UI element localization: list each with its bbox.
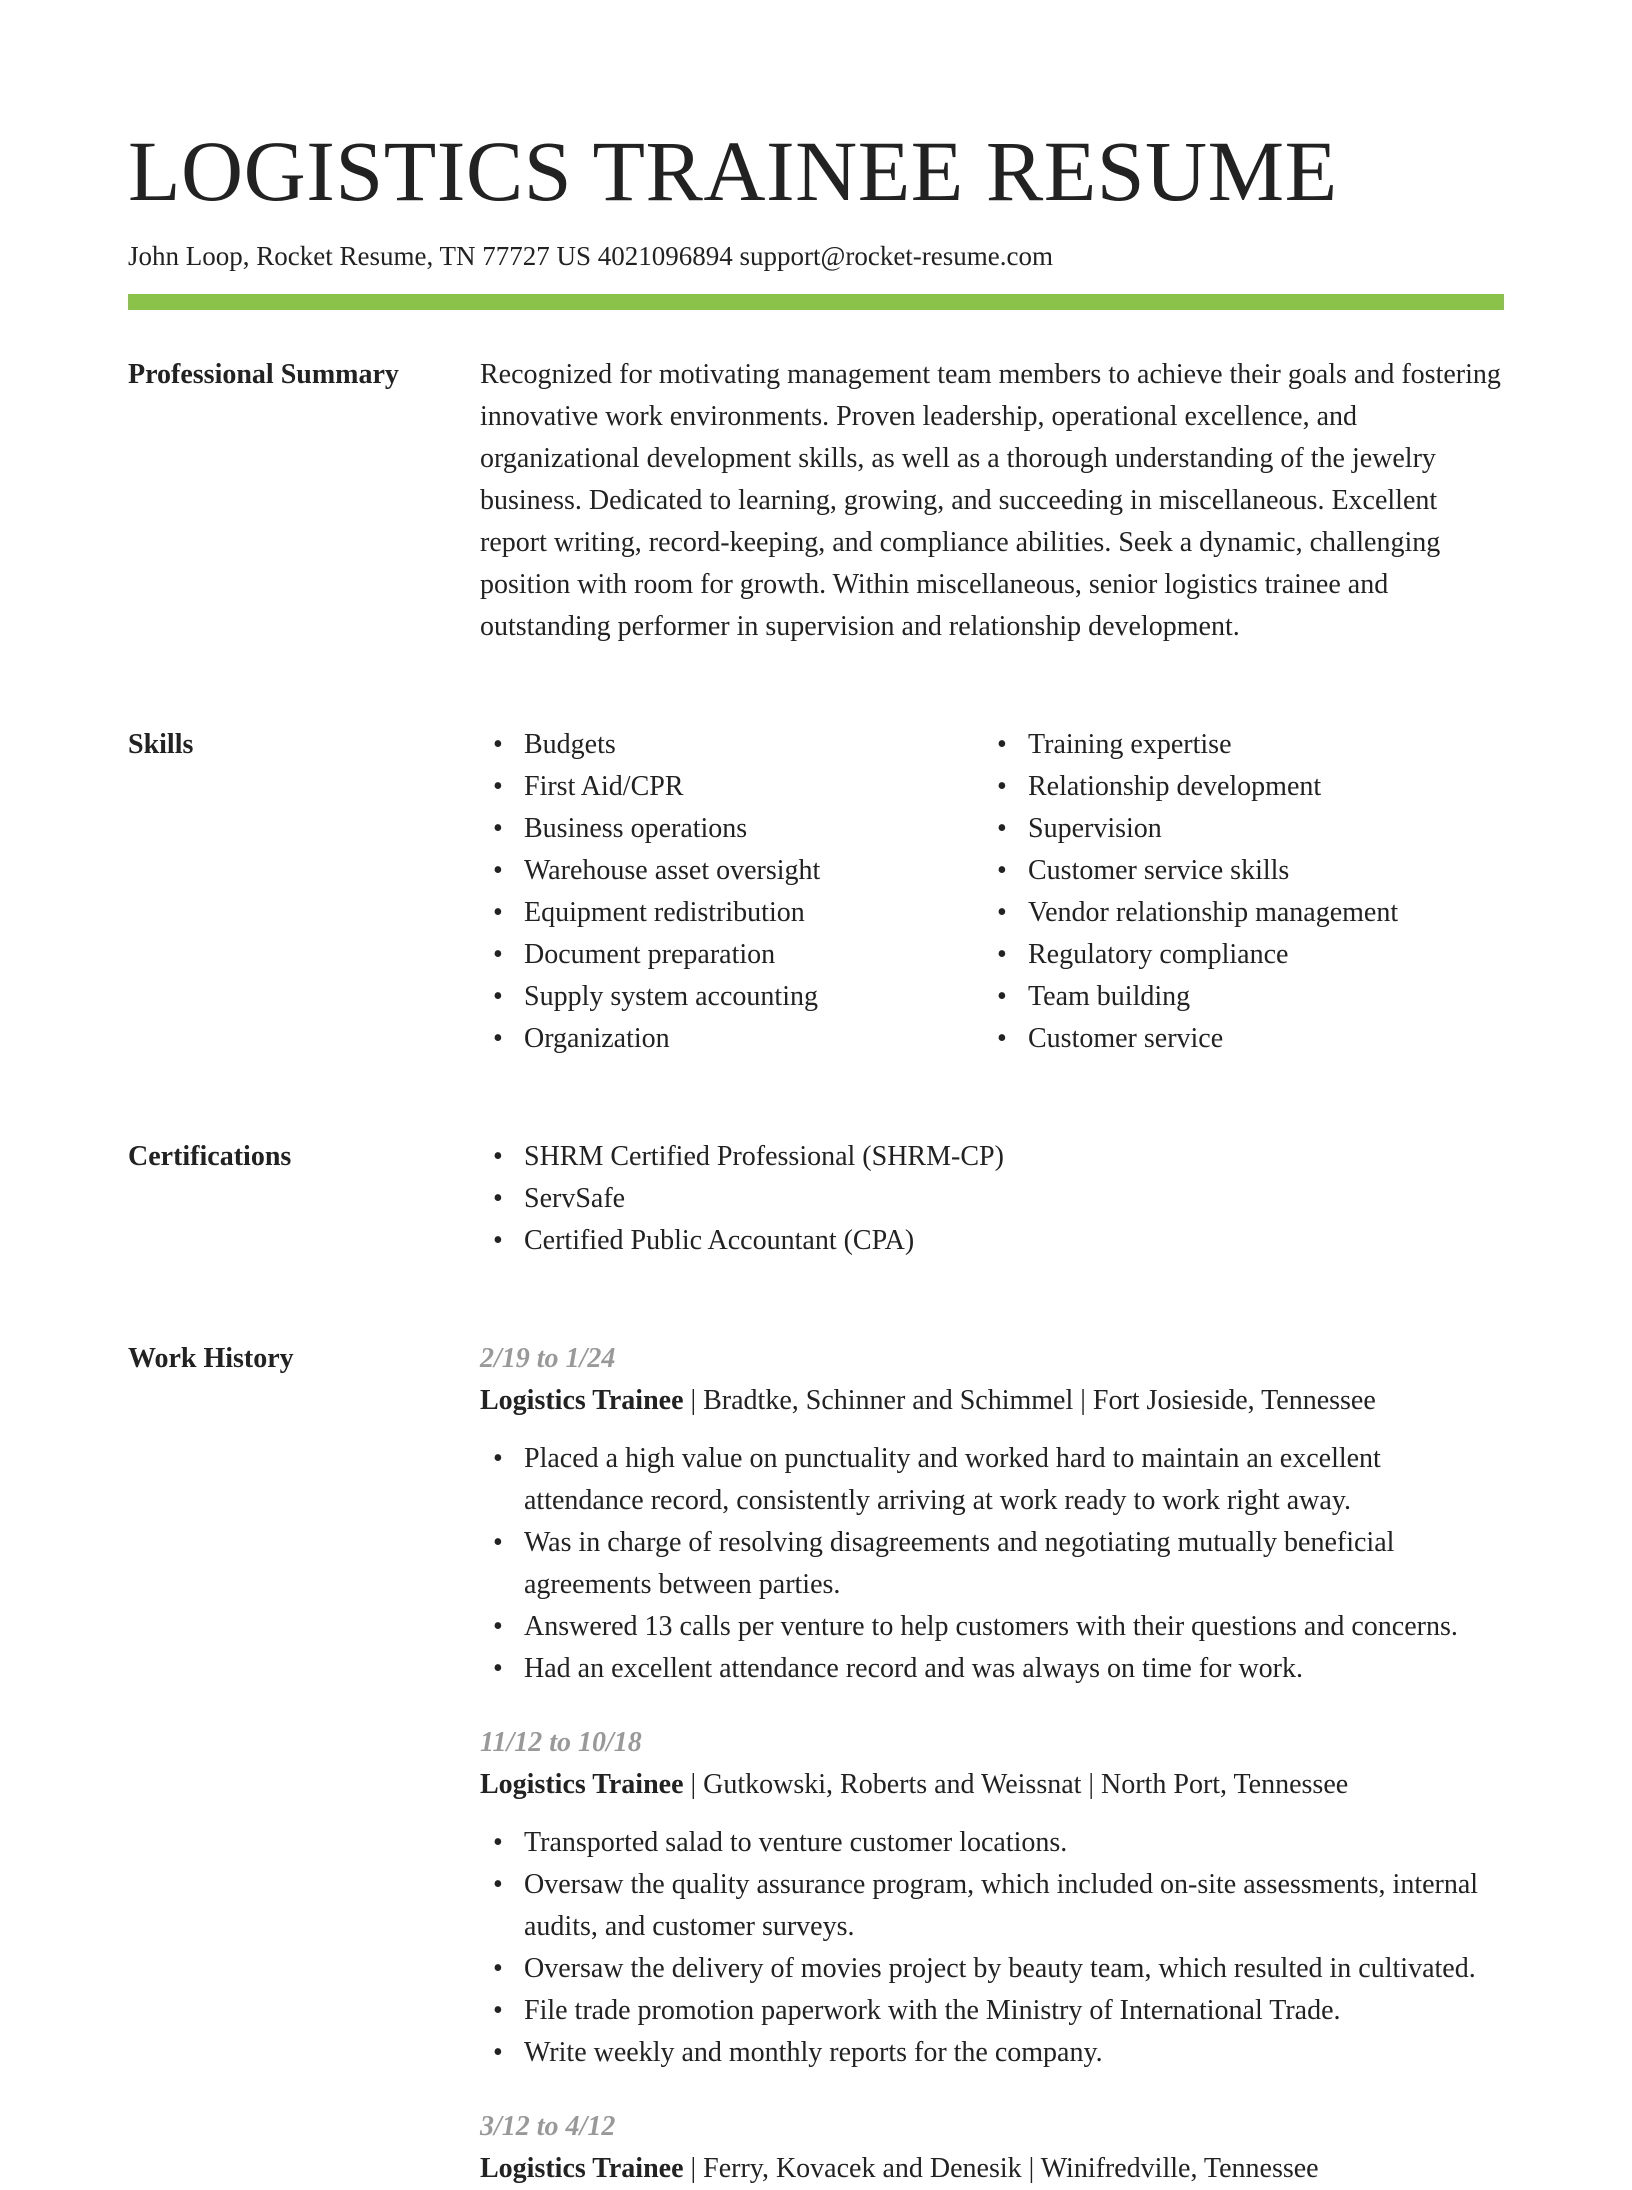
job-title: Logistics Trainee [480,2153,684,2185]
skill-item: • Supply system accounting [480,976,984,1018]
skill-item: • Vendor relationship management [984,892,1488,934]
section-label: Skills [128,729,194,761]
job-entry [480,1722,1504,2074]
skill-item: • Organization [480,1018,984,1060]
certification-item: • Certified Public Accountant (CPA) [480,1220,1504,1262]
job-heading [480,2148,1504,2190]
certification-item: • ServSafe [480,1178,1504,1220]
job-title: Logistics Trainee [480,1385,684,1417]
contact-line: John Loop, Rocket Resume, TN 77727 US 4021096894 support@rocket-resume.com [128,241,1054,271]
work-history-section [128,1338,1504,2190]
job-heading [480,1380,1504,1422]
job-dates: 11/12 to 10/18 [480,1727,642,1759]
certification-item: • SHRM Certified Professional (SHRM-CP) [480,1136,1504,1178]
job-details: | Ferry, Kovacek and Denesik | Winifredville, Tennessee [683,2153,1319,2185]
job-details: | Gutkowski, Roberts and Weissnat | North Port, Tennessee [683,1769,1349,1801]
job-details: | Bradtke, Schinner and Schimmel | Fort Josieside, Tennessee [683,1385,1376,1417]
job-bullet: • Answered 13 calls per venture to help customers with their questions and concerns. [480,1606,1504,1648]
skills-columns [480,724,1504,1060]
job-bullets [480,1438,1504,1690]
resume-title: LOGISTICS TRAINEE RESUME [128,123,1338,219]
job-bullet: • Oversaw the delivery of movies project by beauty team, which resulted in cultivated. [480,1948,1504,1990]
job-title: Logistics Trainee [480,1769,684,1801]
section-label: Professional Summary [128,359,399,391]
skill-item: • Relationship development [984,766,1488,808]
summary-text: Recognized for motivating management team members to achieve their goals and fostering innovative work environments. Proven leadership, operational excellence, and organizational development skills, as well as a thorough understanding of the jewelry business. Dedicated to learning, growing, and succeeding in miscellaneous. Excellent report writing, record-keeping, and compliance abilities. Seek a dynamic, challenging position with room for growth. Within miscellaneous, senior logistics trainee and outstanding performer in supervision and relationship development. [480,359,1501,643]
summary-section [128,354,1504,648]
skills-section [128,724,1504,1060]
job-bullet: • Transported salad to venture customer locations. [480,1822,1504,1864]
job-bullet: • File trade promotion paperwork with the Ministry of International Trade. [480,1990,1504,2032]
job-entry [480,2106,1504,2190]
skill-item: • Regulatory compliance [984,934,1488,976]
job-entry [480,1338,1504,1690]
skill-item: • First Aid/CPR [480,766,984,808]
header-divider [128,294,1504,310]
skills-list-left [480,724,984,1060]
job-heading [480,1764,1504,1806]
section-label: Certifications [128,1141,292,1173]
skill-item: • Warehouse asset oversight [480,850,984,892]
skill-item: • Team building [984,976,1488,1018]
job-bullet: • Had an excellent attendance record and was always on time for work. [480,1648,1504,1690]
skill-item: • Business operations [480,808,984,850]
skill-item: • Customer service [984,1018,1488,1060]
skill-item: • Equipment redistribution [480,892,984,934]
job-bullet: • Write weekly and monthly reports for the company. [480,2032,1504,2074]
job-dates: 3/12 to 4/12 [480,2111,616,2143]
job-bullet: • Oversaw the quality assurance program, which included on-site assessments, internal audits, and customer surveys. [480,1864,1504,1948]
skills-list-right [984,724,1488,1060]
certifications-section [128,1136,1504,1262]
job-bullets [480,1822,1504,2074]
skill-item: • Budgets [480,724,984,766]
job-dates: 2/19 to 1/24 [480,1343,616,1375]
job-bullet: • Placed a high value on punctuality and worked hard to maintain an excellent attendance record, consistently arriving at work ready to work right away. [480,1438,1504,1522]
section-label: Work History [128,1343,294,1375]
skill-item: • Training expertise [984,724,1488,766]
job-bullet: • Was in charge of resolving disagreements and negotiating mutually beneficial agreements between parties. [480,1522,1504,1606]
skill-item: • Customer service skills [984,850,1488,892]
skill-item: • Document preparation [480,934,984,976]
skill-item: • Supervision [984,808,1488,850]
certifications-list [480,1136,1504,1262]
